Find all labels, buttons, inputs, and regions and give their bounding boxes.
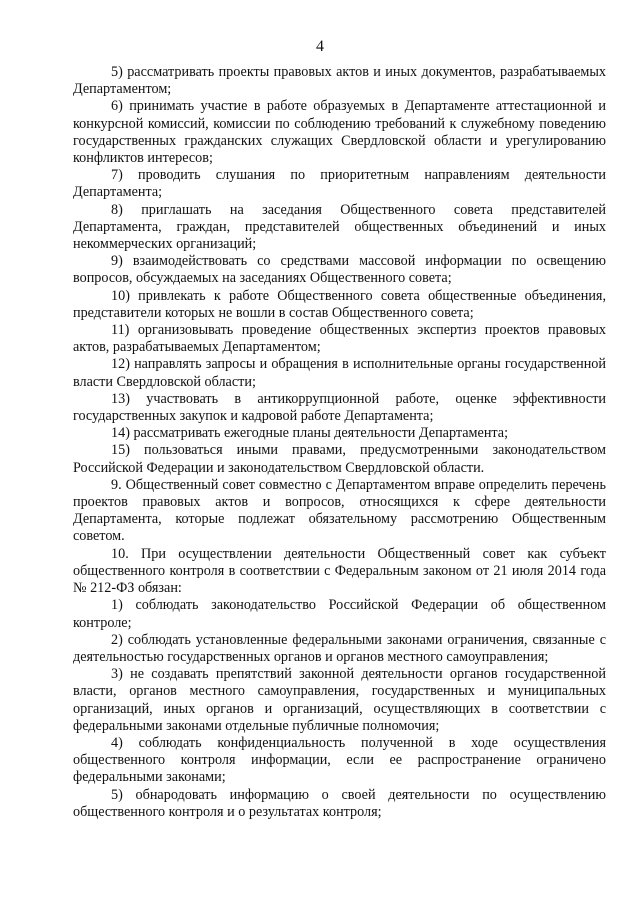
document-body [73,64,606,821]
list-item: 2) соблюдать установленные федеральными законами ограничения, связанные с деятельностью государственных органов и органов местного самоуправления; [73,631,606,665]
section-paragraph: 10. При осуществлении деятельности Общественный совет как субъект общественного контроля в соответствии с Федеральным законом от 21 июля 2014 года № 212-ФЗ обязан: [73,545,606,597]
list-item: 4) соблюдать конфиденциальность полученной в ходе осуществления общественного контроля информации, если ее распространение ограничено федеральными законами; [73,734,606,786]
list-item: 14) рассматривать ежегодные планы деятельности Департамента; [111,425,509,442]
list-item: 7) проводить слушания по приоритетным направлениям деятельности Департамента; [73,167,606,201]
list-item: 5) обнародовать информацию о своей деятельности по осуществлению общественного контроля и о результатах контроля; [73,786,606,820]
list-item: 6) принимать участие в работе образуемых в Департаменте аттестационной и конкурсной комиссий, комиссии по соблюдению требований к служебному поведению государственных гражданских служащих Свердловской области и урегулированию конфликтов интересов; [73,98,606,167]
list-item: 11) организовывать проведение общественных экспертиз проектов правовых актов, разрабатываемых Департаментом; [73,322,606,356]
list-item: 8) приглашать на заседания Общественного совета представителей Департамента, граждан, представителей общественных объединений и иных некоммерческих организаций; [73,201,606,253]
page-number: 4 [316,38,324,55]
list-item: 12) направлять запросы и обращения в исполнительные органы государственной власти Свердловской области; [73,356,606,390]
list-item: 5) рассматривать проекты правовых актов и иных документов, разрабатываемых Департаментом; [73,64,606,98]
list-item: 3) не создавать препятствий законной деятельности органов государственной власти, органов местного самоуправления, государственных и муниципальных организаций, иных органов и организаций, осуществляющих в соответствии с федеральными законами отдельные публичные полномочия; [73,666,606,734]
list-item: 13) участвовать в антикоррупционной работе, оценке эффективности государственных закупок и кадровой работе Департамента; [73,390,606,425]
list-item: 1) соблюдать законодательство Российской Федерации об общественном контроле; [73,597,606,631]
section-paragraph: 9. Общественный совет совместно с Департаментом вправе определить перечень проектов правовых актов и вопросов, относящихся к сфере деятельности Департамента, которые подлежат обязательному рассмотрению Общественным советом. [73,476,606,545]
list-item: 9) взаимодействовать со средствами массовой информации по освещению вопросов, обсуждаемых на заседаниях Общественного совета; [73,253,606,287]
list-item: 10) привлекать к работе Общественного совета общественные объединения, представители которых не вошли в состав Общественного совета; [73,287,606,321]
list-item: 15) пользоваться иными правами, предусмотренными законодательством Российской Федерации и законодательством Свердловской области. [73,442,606,476]
